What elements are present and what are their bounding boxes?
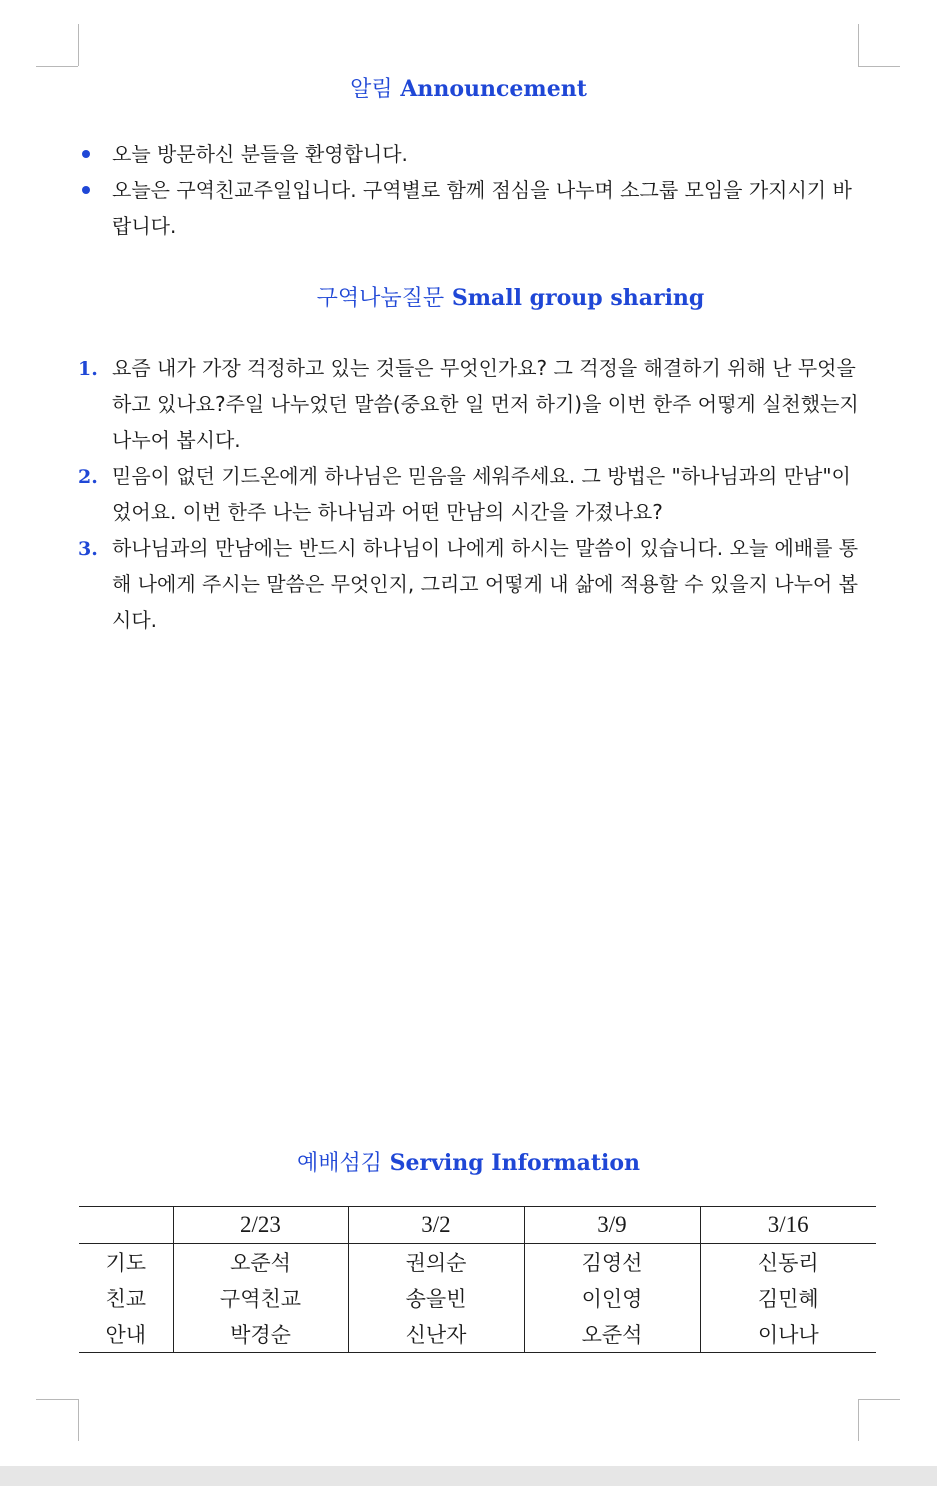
bullet-icon — [82, 186, 90, 194]
serving-date-header: 3/2 — [348, 1207, 524, 1244]
question-number: 3. — [78, 538, 98, 560]
announcement-item-text: 오늘은 구역친교주일입니다. 구역별로 함께 점심을 나누며 소그룹 모임을 가지시기 바랍니다. — [112, 178, 852, 238]
serving-heading — [0, 1146, 937, 1177]
serving-row — [79, 1280, 876, 1316]
sharing-heading-en: Small group sharing — [451, 285, 705, 311]
question-number: 1. — [78, 358, 98, 380]
serving-corner-cell — [79, 1207, 173, 1244]
serving-heading-ko: 예배섬김 — [296, 1151, 382, 1176]
serving-cell: 구역친교 — [173, 1280, 348, 1316]
sharing-question — [78, 530, 868, 638]
crop-mark — [78, 24, 79, 66]
crop-mark — [36, 1399, 78, 1400]
sharing-question-list — [78, 350, 868, 638]
crop-mark — [36, 66, 78, 67]
crop-mark — [858, 1399, 900, 1400]
serving-cell: 신난자 — [348, 1316, 524, 1353]
sharing-question — [78, 458, 868, 530]
viewer-bottom-bar — [0, 1466, 937, 1486]
serving-header-row — [79, 1207, 876, 1244]
serving-row — [79, 1244, 876, 1281]
crop-mark — [858, 1399, 859, 1441]
serving-role: 친교 — [105, 1287, 147, 1311]
serving-date-header: 2/23 — [173, 1207, 348, 1244]
crop-mark — [858, 66, 900, 67]
bullet-icon — [82, 150, 90, 158]
serving-row — [79, 1316, 876, 1353]
serving-cell: 박경순 — [173, 1316, 348, 1353]
crop-mark — [78, 1399, 79, 1441]
serving-cell: 김영선 — [524, 1244, 700, 1281]
sharing-question — [78, 350, 868, 458]
crop-mark — [858, 24, 859, 66]
announcement-item-text: 오늘 방문하신 분들을 환영합니다. — [112, 142, 408, 166]
question-number: 2. — [78, 466, 98, 488]
serving-date-header: 3/9 — [524, 1207, 700, 1244]
question-text: 하나님과의 만남에는 반드시 하나님이 나에게 하시는 말씀이 있습니다. 오늘 에배를 통해 나에게 주시는 말씀은 무엇인지, 그리고 어떻게 내 삶에 적용할 수 있을지 나누어 봅시다. — [112, 536, 859, 632]
serving-cell: 이인영 — [524, 1280, 700, 1316]
serving-role: 기도 — [105, 1251, 147, 1275]
serving-role: 안내 — [79, 1316, 173, 1353]
serving-heading-en: Serving Information — [389, 1150, 641, 1176]
announcement-heading-en: Announcement — [400, 76, 587, 102]
announcement-heading-ko: 알림 — [350, 77, 393, 102]
serving-cell: 신동리 — [700, 1244, 876, 1281]
announcement-heading — [0, 72, 937, 103]
serving-cell: 이나나 — [700, 1316, 876, 1353]
sharing-heading-ko: 구역나눔질문 — [316, 286, 445, 311]
sharing-heading — [42, 281, 937, 312]
serving-table — [79, 1206, 876, 1353]
serving-cell: 송을빈 — [348, 1280, 524, 1316]
question-text: 요즘 내가 가장 걱정하고 있는 것들은 무엇인가요? 그 걱정을 해결하기 위해 난 무엇을 하고 있나요?주일 나누었던 말씀(중요한 일 먼저 하기)을 이번 한주 어떻게 실천했는지 나누어 봅시다. — [112, 356, 859, 452]
serving-cell: 오준석 — [173, 1244, 348, 1281]
announcement-item — [78, 136, 868, 172]
announcement-item — [78, 172, 868, 244]
announcement-list — [78, 136, 868, 244]
question-text: 믿음이 없던 기드온에게 하나님은 믿음을 세워주세요. 그 방법은 "하나님과의 만남"이었어요. 이번 한주 나는 하나님과 어떤 만남의 시간을 가졌나요? — [112, 464, 851, 524]
serving-cell: 김민혜 — [700, 1280, 876, 1316]
serving-cell: 오준석 — [524, 1316, 700, 1353]
serving-cell: 권의순 — [348, 1244, 524, 1281]
serving-date-header: 3/16 — [700, 1207, 876, 1244]
